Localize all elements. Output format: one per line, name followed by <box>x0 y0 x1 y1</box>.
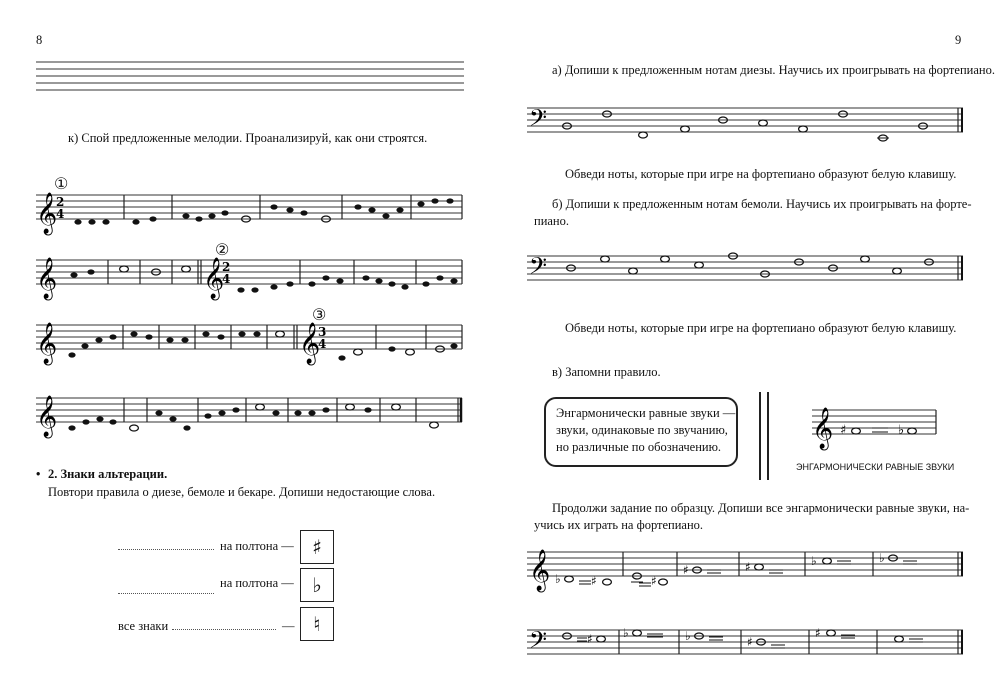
section-2-title: 2. Знаки альтерации. <box>48 467 168 481</box>
task-d-line2: учись их играть на фортепиано. <box>534 518 704 532</box>
svg-text:♭: ♭ <box>898 423 905 438</box>
natural-row-dash: — <box>282 619 295 633</box>
blank-staff <box>36 60 466 100</box>
svg-text:𝄢: 𝄢 <box>529 252 548 285</box>
svg-text:𝄞: 𝄞 <box>36 396 58 437</box>
enharmonic-treble-staff <box>527 552 967 592</box>
svg-text:♯: ♯ <box>651 574 657 588</box>
svg-text:2: 2 <box>222 260 231 274</box>
enharmonic-example-staff <box>812 410 962 450</box>
fill-line-sharp[interactable] <box>118 548 214 550</box>
svg-text:♭: ♭ <box>685 629 691 643</box>
svg-text:♯: ♯ <box>587 632 593 646</box>
svg-text:4: 4 <box>222 272 231 286</box>
section-k-instruction: к) Спой предложенные мелодии. Проанализируй, как они строятся. <box>68 131 428 145</box>
melody-staff-3 <box>36 325 466 365</box>
svg-text:𝄞: 𝄞 <box>36 323 58 364</box>
svg-text:♯: ♯ <box>591 574 597 588</box>
sharp-row-label: на полтона — <box>220 539 294 553</box>
fill-line-flat[interactable] <box>118 592 214 594</box>
svg-text:♯: ♯ <box>840 423 847 438</box>
svg-text:𝄞: 𝄞 <box>36 258 58 299</box>
svg-text:4: 4 <box>318 337 327 351</box>
enharmonic-bass-staff <box>527 626 967 670</box>
melody-staff-4 <box>36 398 466 438</box>
sharp-icon: ♯ <box>300 530 334 564</box>
page-number-left: 8 <box>36 33 43 47</box>
melody-staff-2 <box>36 260 466 300</box>
rule-line-3: но различные по обозначению. <box>556 440 722 454</box>
circle-notes-a: Обведи ноты, которые при игре на фортепиано образуют белую клавишу. <box>565 167 957 181</box>
svg-text:𝄞: 𝄞 <box>36 193 58 234</box>
svg-text:𝄢: 𝄢 <box>529 626 548 659</box>
svg-text:3: 3 <box>318 325 327 339</box>
circle-notes-b: Обведи ноты, которые при игре на фортепиано образуют белую клавишу. <box>565 321 957 335</box>
svg-text:𝄞: 𝄞 <box>812 408 834 449</box>
page-number-right: 9 <box>955 33 962 47</box>
svg-text:4: 4 <box>56 207 65 221</box>
svg-text:♭: ♭ <box>555 572 561 586</box>
flat-row-label: на полтона — <box>220 576 294 590</box>
example-caption: ЭНГАРМОНИЧЕСКИ РАВНЫЕ ЗВУКИ <box>796 462 955 472</box>
task-d-line1: Продолжи задание по образцу. Допиши все энгармонически равные звуки, на- <box>552 501 970 515</box>
svg-text:♭: ♭ <box>811 554 817 568</box>
svg-text:𝄞: 𝄞 <box>529 550 551 591</box>
rule-line-1: Энгармонически равные звуки — <box>556 406 736 420</box>
rule-line-2: звуки, одинаковые по звучанию, <box>556 423 728 437</box>
double-divider <box>759 392 769 480</box>
natural-icon: ♮ <box>300 607 334 641</box>
melody-marker-3: ③ <box>312 307 327 324</box>
bass-staff-a <box>527 104 967 158</box>
svg-text:𝄞: 𝄞 <box>203 258 225 299</box>
bass-staff-b <box>527 252 967 306</box>
task-b-line1: б) Допиши к предложенным нотам бемоли. Научись их проигрывать на форте- <box>552 197 972 211</box>
section-2-bullet: • <box>36 467 41 481</box>
fill-line-natural[interactable] <box>172 628 276 630</box>
svg-text:♭: ♭ <box>623 626 629 640</box>
task-a-instruction: а) Допиши к предложенным нотам диезы. Научись их проигрывать на фортепиано. <box>552 63 995 77</box>
svg-text:♭: ♭ <box>879 551 885 565</box>
svg-text:♯: ♯ <box>683 563 689 577</box>
melody-marker-2: ② <box>215 242 230 259</box>
section-2-instruction: Повтори правила о диезе, бемоле и бекаре. Допиши недостающие слова. <box>48 485 436 499</box>
svg-text:𝄢: 𝄢 <box>529 104 548 137</box>
svg-text:𝄞: 𝄞 <box>299 323 321 364</box>
melody-1-notes <box>74 198 453 224</box>
task-b-line2: пиано. <box>534 214 569 228</box>
svg-text:2: 2 <box>56 195 65 209</box>
svg-text:♯: ♯ <box>815 626 821 640</box>
svg-text:♯: ♯ <box>747 635 753 649</box>
flat-icon: ♭ <box>300 568 334 602</box>
task-c-instruction: в) Запомни правило. <box>552 365 661 379</box>
melody-marker-1: ① <box>54 176 69 193</box>
melody-staff-1 <box>36 195 466 235</box>
natural-row-prefix: все знаки <box>118 619 169 633</box>
rule-box <box>544 397 738 467</box>
svg-text:♯: ♯ <box>745 560 751 574</box>
